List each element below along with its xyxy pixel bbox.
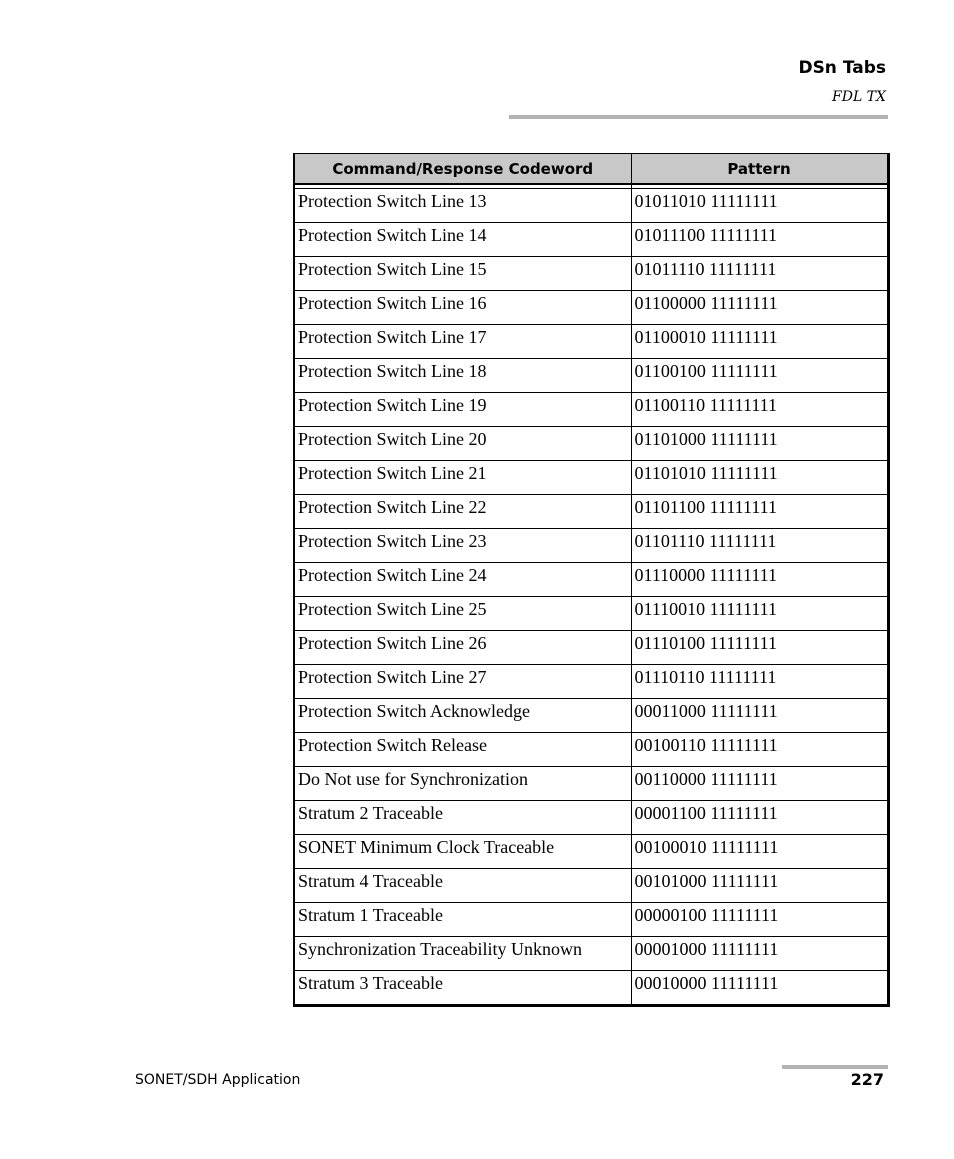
codeword-cell: Protection Switch Line 21 <box>294 461 631 495</box>
codeword-table <box>293 153 890 1007</box>
codeword-cell: Protection Switch Line 22 <box>294 495 631 529</box>
codeword-cell: Protection Switch Line 17 <box>294 325 631 359</box>
codeword-cell: Protection Switch Line 19 <box>294 393 631 427</box>
pattern-cell: 00001000 11111111 <box>631 937 888 971</box>
table-row <box>294 767 888 801</box>
pattern-cell: 01101010 11111111 <box>631 461 888 495</box>
codeword-cell: Protection Switch Line 13 <box>294 189 631 223</box>
codeword-cell: Protection Switch Line 16 <box>294 291 631 325</box>
codeword-cell: Protection Switch Acknowledge <box>294 699 631 733</box>
pattern-cell: 01100000 11111111 <box>631 291 888 325</box>
pattern-cell: 01011100 11111111 <box>631 223 888 257</box>
codeword-cell: Synchronization Traceability Unknown <box>294 937 631 971</box>
pattern-cell: 01100110 11111111 <box>631 393 888 427</box>
pattern-cell: 00100010 11111111 <box>631 835 888 869</box>
table-row <box>294 189 888 223</box>
pattern-cell: 01110010 11111111 <box>631 597 888 631</box>
pattern-cell: 01101000 11111111 <box>631 427 888 461</box>
codeword-cell: Protection Switch Line 18 <box>294 359 631 393</box>
codeword-cell: Stratum 1 Traceable <box>294 903 631 937</box>
codeword-cell: Protection Switch Line 23 <box>294 529 631 563</box>
pattern-cell: 00100110 11111111 <box>631 733 888 767</box>
document-name: SONET/SDH Application <box>135 1072 301 1088</box>
header-divider <box>509 115 888 119</box>
table-row <box>294 699 888 733</box>
pattern-cell: 00001100 11111111 <box>631 801 888 835</box>
pattern-cell: 01100010 11111111 <box>631 325 888 359</box>
table-row <box>294 869 888 903</box>
codeword-cell: Protection Switch Line 25 <box>294 597 631 631</box>
pattern-cell: 01011110 11111111 <box>631 257 888 291</box>
table-row <box>294 801 888 835</box>
table-row <box>294 325 888 359</box>
table-row <box>294 597 888 631</box>
codeword-cell: Stratum 2 Traceable <box>294 801 631 835</box>
pattern-cell: 01110100 11111111 <box>631 631 888 665</box>
table-row <box>294 223 888 257</box>
table-row <box>294 563 888 597</box>
codeword-cell: SONET Minimum Clock Traceable <box>294 835 631 869</box>
pattern-cell: 01100100 11111111 <box>631 359 888 393</box>
footer-divider <box>782 1065 888 1069</box>
pattern-cell: 01011010 11111111 <box>631 189 888 223</box>
table-row <box>294 495 888 529</box>
table-row <box>294 291 888 325</box>
column-header-pattern: Pattern <box>631 154 888 185</box>
pattern-cell: 01110000 11111111 <box>631 563 888 597</box>
table-row <box>294 461 888 495</box>
column-header-codeword: Command/Response Codeword <box>294 154 631 185</box>
pattern-cell: 01101110 11111111 <box>631 529 888 563</box>
table-row <box>294 359 888 393</box>
table-row <box>294 529 888 563</box>
subsection-title: FDL TX <box>832 89 886 105</box>
table-row <box>294 937 888 971</box>
table-row <box>294 733 888 767</box>
codeword-cell: Do Not use for Synchronization <box>294 767 631 801</box>
codeword-cell: Stratum 4 Traceable <box>294 869 631 903</box>
codeword-cell: Protection Switch Line 24 <box>294 563 631 597</box>
table-row <box>294 903 888 937</box>
codeword-cell: Stratum 3 Traceable <box>294 971 631 1006</box>
pattern-cell: 00000100 11111111 <box>631 903 888 937</box>
pattern-cell: 01110110 11111111 <box>631 665 888 699</box>
table-row <box>294 665 888 699</box>
table-row <box>294 971 888 1006</box>
pattern-cell: 01101100 11111111 <box>631 495 888 529</box>
table-row <box>294 631 888 665</box>
codeword-cell: Protection Switch Line 14 <box>294 223 631 257</box>
codeword-cell: Protection Switch Line 15 <box>294 257 631 291</box>
page-number: 227 <box>850 1070 884 1089</box>
section-title: DSn Tabs <box>798 58 886 78</box>
table-body <box>294 189 888 1006</box>
codeword-cell: Protection Switch Line 26 <box>294 631 631 665</box>
pattern-cell: 00011000 11111111 <box>631 699 888 733</box>
table-row <box>294 393 888 427</box>
pattern-cell: 00101000 11111111 <box>631 869 888 903</box>
table-header-row <box>294 154 888 185</box>
codeword-cell: Protection Switch Release <box>294 733 631 767</box>
table-row <box>294 427 888 461</box>
table-row <box>294 257 888 291</box>
codeword-cell: Protection Switch Line 20 <box>294 427 631 461</box>
codeword-table-container <box>293 153 887 1007</box>
pattern-cell: 00110000 11111111 <box>631 767 888 801</box>
table-row <box>294 835 888 869</box>
codeword-cell: Protection Switch Line 27 <box>294 665 631 699</box>
pattern-cell: 00010000 11111111 <box>634 973 779 993</box>
